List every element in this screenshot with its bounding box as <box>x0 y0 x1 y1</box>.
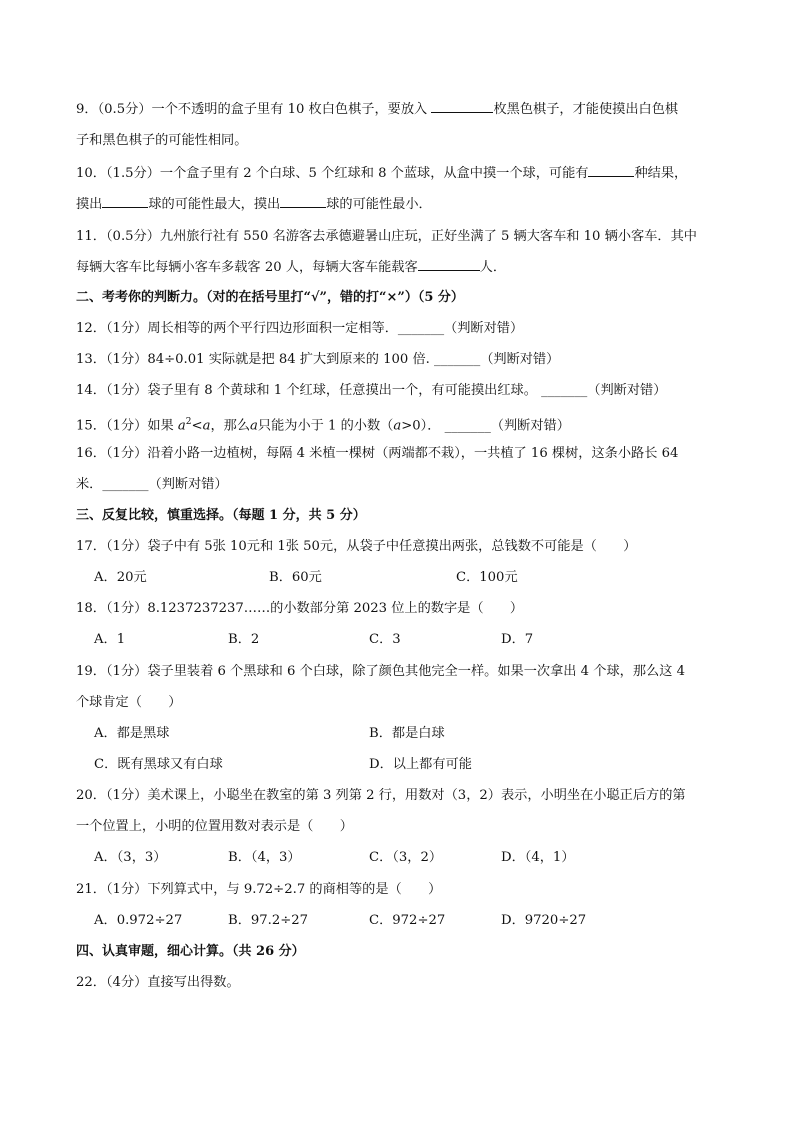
option-b[interactable]: B．60元 <box>269 570 322 585</box>
q10-text: 球的可能性最小． <box>326 197 432 212</box>
q10-line1 <box>76 164 720 184</box>
q20-stem1: 20．（1分）美术课上，小聪坐在教室的第 3 列第 2 行，用数对（3，2）表示，小明坐在小聪正后方的第 <box>76 788 686 803</box>
option-b[interactable]: B．都是白球 <box>369 726 445 741</box>
answer-blank[interactable] <box>418 258 480 271</box>
variable-a: a <box>393 418 402 434</box>
option-a[interactable]: A．20元 <box>94 570 147 585</box>
q11-line1 <box>76 227 720 247</box>
q9-text: 9．（0.5分）一个不透明的盒子里有 10 枚白色棋子，要放入 <box>76 102 428 117</box>
less-than: < <box>191 418 203 434</box>
option-a[interactable]: A．1 <box>94 632 126 647</box>
q11-text-end: 人． <box>479 260 507 275</box>
q22: 22．（4分）直接写出得数。 <box>76 975 240 990</box>
variable-a: a <box>250 418 258 434</box>
section-4-heading: 四、认真审题，细心计算。（共 26 分） <box>76 944 305 959</box>
q15-text: 15．（1分）如果 <box>76 418 174 434</box>
q10-text: 摸出 <box>76 197 103 212</box>
q15 <box>76 412 720 436</box>
q9-text-end: 子和黑色棋子的可能性相同。 <box>76 133 248 148</box>
exponent: 2 <box>185 417 192 427</box>
q9-line1 <box>76 100 720 120</box>
answer-blank[interactable] <box>431 100 493 113</box>
option-b[interactable]: B．2 <box>228 632 260 647</box>
option-c[interactable]: C．（3，2） <box>369 850 443 865</box>
option-d[interactable]: D．以上都有可能 <box>369 757 472 772</box>
option-a[interactable]: A．都是黑球 <box>94 726 170 741</box>
q20-stem2: 一个位置上，小明的位置用数对表示是（ ） <box>76 819 353 834</box>
q11-line2 <box>76 258 720 278</box>
option-c[interactable]: C．既有黑球又有白球 <box>94 757 223 772</box>
q10-text: 10．（1.5分）一个盒子里有 2 个白球、5 个红球和 8 个蓝球，从盒中摸一个球，可能有 <box>76 166 589 181</box>
q10-text: 球的可能性最大，摸出 <box>148 197 281 212</box>
answer-blank[interactable] <box>588 164 634 177</box>
q16-line1: 16．（1分）沿着小路一边植树，每隔 4 米植一棵树（两端都不栽），一共植了 16 棵树，这条小路长 64 <box>76 446 679 461</box>
section-3-heading: 三、反复比较，慎重选择。（每题 1 分，共 5 分） <box>76 508 366 523</box>
option-d[interactable]: D．9720÷27 <box>501 913 587 928</box>
q17-stem: 17．（1分）袋子中有 5张 10元和 1张 50元，从袋子中任意摸出两张，总钱数不可能是（ ） <box>76 539 637 554</box>
q11-text: 每辆大客车比每辆小客车多载客 20 人，每辆大客车能载客 <box>76 260 418 275</box>
option-c[interactable]: C．3 <box>369 632 401 647</box>
q15-text: 只能为小于 1 的小数（ <box>257 418 394 434</box>
q13: 13．（1分）84÷0.01 实际就是把 84 扩大到原来的 100 倍. _______（判断对错） <box>76 352 560 367</box>
answer-blank[interactable] <box>102 195 148 208</box>
option-b[interactable]: B．97.2÷27 <box>228 913 309 928</box>
variable-a: a <box>202 418 211 434</box>
q19-stem1: 19．（1分）袋子里装着 6 个黑球和 6 个白球，除了颜色其他完全一样。如果一次拿出 4 个球，那么这 4 <box>76 664 685 679</box>
option-d[interactable]: D．7 <box>501 632 534 647</box>
section-2-heading: 二、考考你的判断力。（对的在括号里打“√”，错的打“×”）（5 分） <box>76 290 464 305</box>
option-a[interactable]: A．（3，3） <box>94 850 167 865</box>
option-d[interactable]: D．（4，1） <box>501 850 575 865</box>
q18-stem: 18．（1分）8.1237237237……的小数部分第 2023 位上的数字是（ ） <box>76 601 524 616</box>
q9-text-cont: 枚黑色棋子，才能使摸出白色棋 <box>493 102 679 117</box>
q16-line2: 米．_______（判断对错） <box>76 477 228 492</box>
q14: 14．（1分）袋子里有 8 个黄球和 1 个红球，任意摸出一个，有可能摸出红球。 _______（判断对错） <box>76 383 667 398</box>
option-c[interactable]: C．100元 <box>456 570 518 585</box>
q19-stem2: 个球肯定（ ） <box>76 695 182 710</box>
answer-blank[interactable] <box>280 195 326 208</box>
q12: 12．（1分）周长相等的两个平行四边形面积一定相等．_______（判断对错） <box>76 321 524 336</box>
option-b[interactable]: B．（4，3） <box>228 850 301 865</box>
q15-text: ，那么 <box>210 418 251 434</box>
q15-text: >0）． _______（判断对错） <box>401 418 570 434</box>
q10-line2 <box>76 195 720 215</box>
option-a[interactable]: A．0.972÷27 <box>94 913 183 928</box>
variable-a: a <box>177 418 186 434</box>
q10-text-cont: 种结果， <box>634 166 688 181</box>
q9-line2 <box>76 131 720 151</box>
q21-stem: 21．（1分）下列算式中，与 9.72÷2.7 的商相等的是（ ） <box>76 882 442 897</box>
q11-text: 11．（0.5分）九州旅行社有 550 名游客去承德避暑山庄玩，正好坐满了 5 辆大客车和 10 辆小客车．其中 <box>76 229 697 244</box>
option-c[interactable]: C．972÷27 <box>369 913 446 928</box>
